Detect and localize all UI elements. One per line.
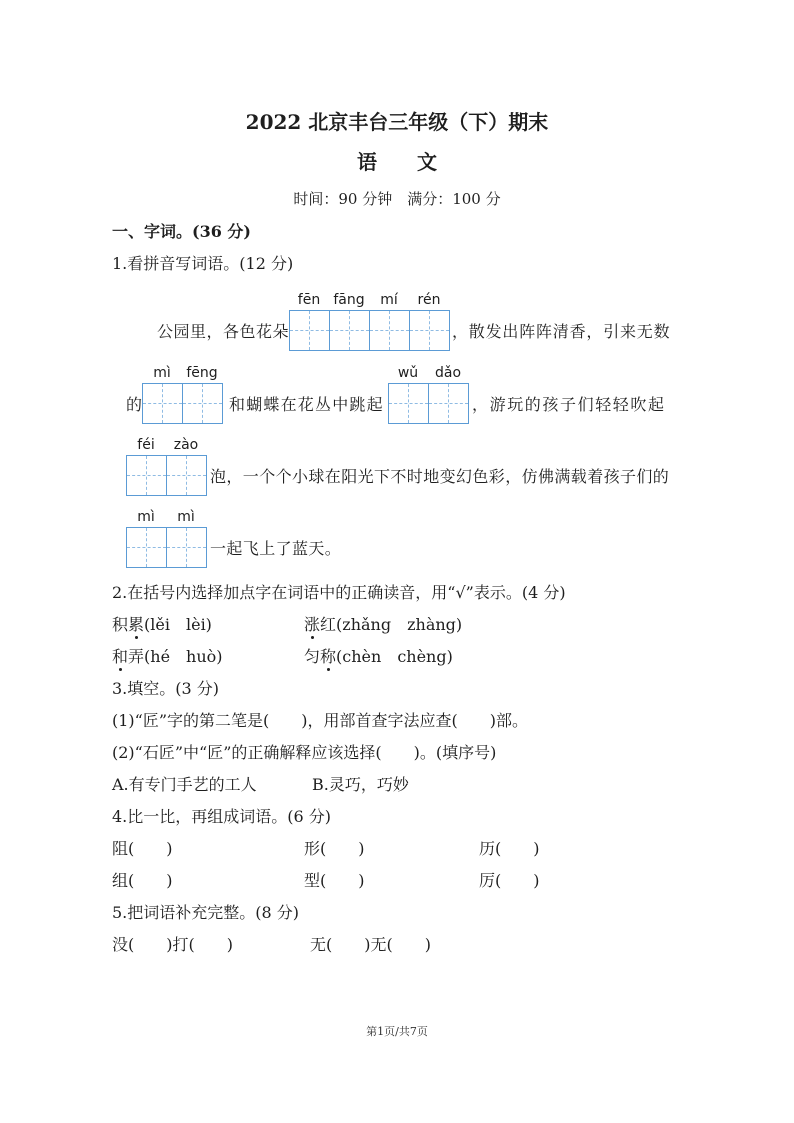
pinyin: mì <box>153 365 171 381</box>
q1-text: 公园里，各色花朵 <box>157 322 290 341</box>
grid-cell <box>389 384 429 423</box>
writing-grid <box>289 310 450 351</box>
q4-item: 型( ) <box>304 871 365 890</box>
reading-options: (lěi lèi) <box>144 615 212 634</box>
word-char: 红 <box>320 615 337 634</box>
pinyin: féi <box>137 437 155 453</box>
pinyin: fēn <box>297 292 321 308</box>
dotted-char: 累 <box>128 615 145 634</box>
grid-cell <box>330 311 370 350</box>
q3-line-1: (1)“匠”字的第二笔是( )，用部首查字法应查( )部。 <box>112 711 528 730</box>
question-5-heading: 5.把词语补充完整。(8 分) <box>112 903 300 922</box>
q1-text: ，散发出阵阵清香，引来无数 <box>452 322 671 341</box>
grid-cell <box>429 384 468 423</box>
q3-option-b: B.灵巧，巧妙 <box>312 775 409 794</box>
grid-cell <box>183 384 222 423</box>
q5-item: 无( )无( ) <box>310 935 431 954</box>
q4-item: 厉( ) <box>479 871 540 890</box>
pinyin: rén <box>417 292 441 308</box>
q1-text: 和蝴蝶在花丛中跳起 <box>229 395 384 414</box>
pinyin: zào <box>173 437 199 453</box>
reading-options: (chèn chèng) <box>336 647 453 666</box>
pinyin: fēng <box>186 365 218 381</box>
grid-cell <box>167 528 206 567</box>
pinyin-blank <box>388 363 469 424</box>
q1-text: ，游玩的孩子们轻轻吹起 <box>472 395 666 414</box>
grid-cell <box>127 528 167 567</box>
dotted-char: 和 <box>112 647 129 666</box>
exam-info: 时间：90 分钟 满分：100 分 <box>293 190 501 208</box>
word-char: 积 <box>112 615 129 634</box>
word-char: 弄 <box>128 647 145 666</box>
pinyin-blank <box>289 290 450 351</box>
q4-item: 组( ) <box>112 871 173 890</box>
q3-option-a: A.有专门手艺的工人 <box>112 775 257 794</box>
writing-grid <box>126 455 207 496</box>
dotted-char: 称 <box>320 647 337 666</box>
q2-word <box>304 614 462 636</box>
q5-item: 没( )打( ) <box>112 935 233 954</box>
writing-grid <box>142 383 223 424</box>
pinyin: wǔ <box>397 365 419 381</box>
q1-text: 泡，一个个小球在阳光下不时地变幻色彩，仿佛满载着孩子们的 <box>210 467 670 486</box>
grid-cell <box>167 456 206 495</box>
question-3-heading: 3.填空。(3 分) <box>112 679 220 698</box>
grid-cell <box>290 311 330 350</box>
q4-item: 阻( ) <box>112 839 173 858</box>
pinyin-blank <box>142 363 223 424</box>
grid-cell <box>127 456 167 495</box>
writing-grid <box>126 527 207 568</box>
q2-word <box>112 614 212 636</box>
pinyin: mì <box>137 509 155 525</box>
pinyin: dǎo <box>434 365 462 381</box>
q4-item: 历( ) <box>479 839 540 858</box>
question-4-heading: 4.比一比，再组成词语。(6 分) <box>112 807 332 826</box>
grid-cell <box>370 311 410 350</box>
q2-word <box>112 646 223 668</box>
q3-line-2: (2)“石匠”中“匠”的正确解释应该选择( )。(填序号) <box>112 743 497 762</box>
page-number: 第1页/共7页 <box>366 1025 428 1038</box>
word-char: 匀 <box>304 647 321 666</box>
q2-word <box>304 646 453 668</box>
section-heading: 一、字词。(36 分) <box>112 222 251 241</box>
q4-item: 形( ) <box>304 839 365 858</box>
reading-options: (zhǎng zhàng) <box>336 615 463 634</box>
pinyin: fāng <box>333 292 365 308</box>
question-1-heading: 1.看拼音写词语。(12 分) <box>112 254 294 273</box>
pinyin-blank <box>126 507 207 568</box>
pinyin: mì <box>177 509 195 525</box>
pinyin: mí <box>380 292 398 308</box>
writing-grid <box>388 383 469 424</box>
subject-title: 语 文 <box>357 150 437 174</box>
grid-cell <box>143 384 183 423</box>
q1-text: 一起飞上了蓝天。 <box>210 539 342 558</box>
pinyin-blank <box>126 435 207 496</box>
q1-text: 的 <box>126 395 143 414</box>
reading-options: (hé huò) <box>144 647 223 666</box>
grid-cell <box>410 311 449 350</box>
question-2-heading: 2.在括号内选择加点字在词语中的正确读音，用“√”表示。(4 分) <box>112 583 566 602</box>
dotted-char: 涨 <box>304 615 321 634</box>
exam-title: 2022 北京丰台三年级（下）期末 <box>245 110 549 134</box>
